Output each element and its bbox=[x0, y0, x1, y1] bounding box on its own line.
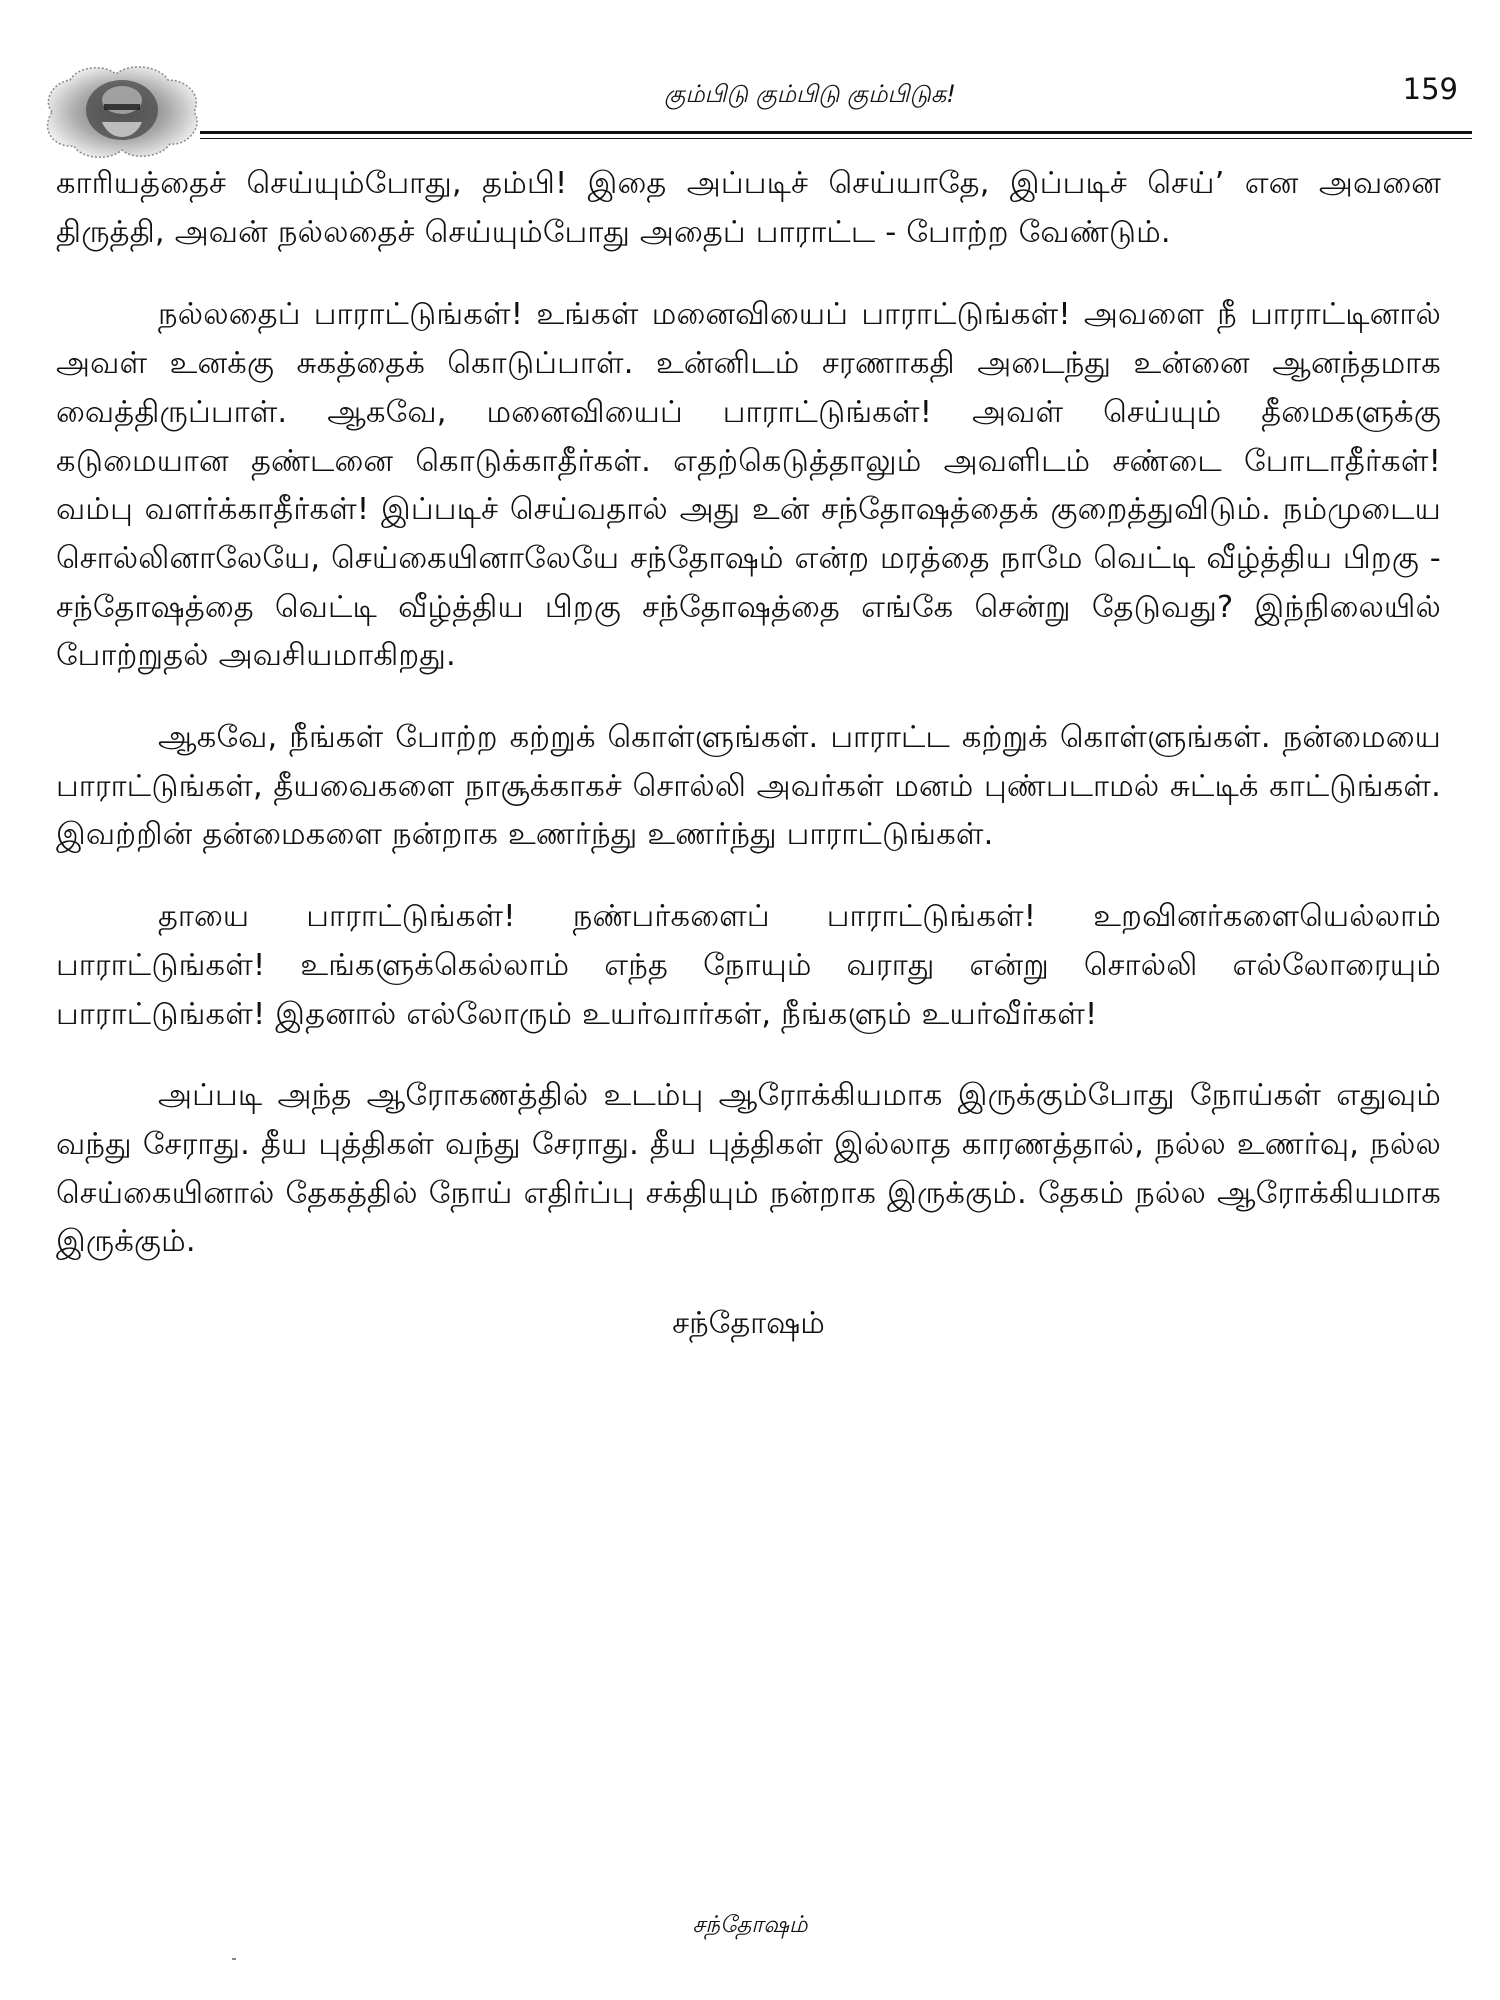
running-title: கும்பிடு கும்பிடு கும்பிடுக! bbox=[664, 80, 956, 108]
body-text bbox=[56, 160, 1441, 1348]
header-rule bbox=[200, 131, 1472, 134]
section-heading: சந்தோஷம் bbox=[672, 1306, 825, 1342]
paragraph: ஆகவே, நீங்கள் போற்ற கற்றுக் கொள்ளுங்கள். பாராட்ட கற்றுக் கொள்ளுங்கள். நன்மையை பாராட்டுங்கள், தீயவைகளை நாசூக்காகச் சொல்லி அவர்கள் மனம் புண்படாமல் சுட்டிக் காட்டுங்கள். இவற்றின் தன்மைகளை நன்றாக உணர்ந்து உணர்ந்து பாராட்டுங்கள். bbox=[56, 720, 1441, 853]
header-rule-thin bbox=[200, 138, 1472, 139]
scan-speck bbox=[232, 1958, 236, 1960]
author-portrait-icon bbox=[38, 60, 206, 162]
paragraph: அப்படி அந்த ஆரோகணத்தில் உடம்பு ஆரோக்கியமாக இருக்கும்போது நோய்கள் எதுவும் வந்து சேராது. தீய புத்திகள் வந்து சேராது. தீய புத்திகள் இல்லாத காரணத்தால், நல்ல உணர்வு, நல்ல செய்கையினால் தேகத்தில் நோய் எதிர்ப்பு சக்தியும் நன்றாக இருக்கும். தேகம் நல்ல ஆரோக்கியமாக இருக்கும். bbox=[56, 1078, 1441, 1260]
page-footer: சந்தோஷம் bbox=[692, 1912, 808, 1938]
paragraph: தாயை பாராட்டுங்கள்! நண்பர்களைப் பாராட்டுங்கள்! உறவினர்களையெல்லாம் பாராட்டுங்கள்! உங்களுக்கெல்லாம் எந்த நோயும் வராது என்று சொல்லி எல்லோரையும் பாராட்டுங்கள்! இதனால் எல்லோரும் உயர்வார்கள், நீங்களும் உயர்வீர்கள்! bbox=[56, 899, 1441, 1032]
paragraph: காரியத்தைச் செய்யும்போது, தம்பி! இதை அப்படிச் செய்யாதே, இப்படிச் செய்’ என அவனை திருத்தி, அவன் நல்லதைச் செய்யும்போது அதைப் பாராட்ட - போற்ற வேண்டும். bbox=[56, 166, 1441, 250]
page-header bbox=[30, 52, 1470, 138]
paragraph: நல்லதைப் பாராட்டுங்கள்! உங்கள் மனைவியைப் பாராட்டுங்கள்! அவளை நீ பாராட்டினால் அவள் உனக்கு சுகத்தைக் கொடுப்பாள். உன்னிடம் சரணாகதி அடைந்து உன்னை ஆனந்தமாக வைத்திருப்பாள். ஆகவே, மனைவியைப் பாராட்டுங்கள்! அவள் செய்யும் தீமைகளுக்கு கடுமையான தண்டனை கொடுக்காதீர்கள். எதற்கெடுத்தாலும் அவளிடம் சண்டை போடாதீர்கள்! வம்பு வளர்க்காதீர்கள்! இப்படிச் செய்வதால் அது உன் சந்தோஷத்தைக் குறைத்துவிடும். நம்முடைய சொல்லினாலேயே, செய்கையினாலேயே சந்தோஷம் என்ற மரத்தை நாமே வெட்டி வீழ்த்திய பிறகு - சந்தோஷத்தை வெட்டி வீழ்த்திய பிறகு சந்தோஷத்தை எங்கே சென்று தேடுவது? இந்நிலையில் போற்றுதல் அவசியமாகிறது. bbox=[56, 297, 1441, 674]
page-number: 159 bbox=[1402, 72, 1458, 106]
